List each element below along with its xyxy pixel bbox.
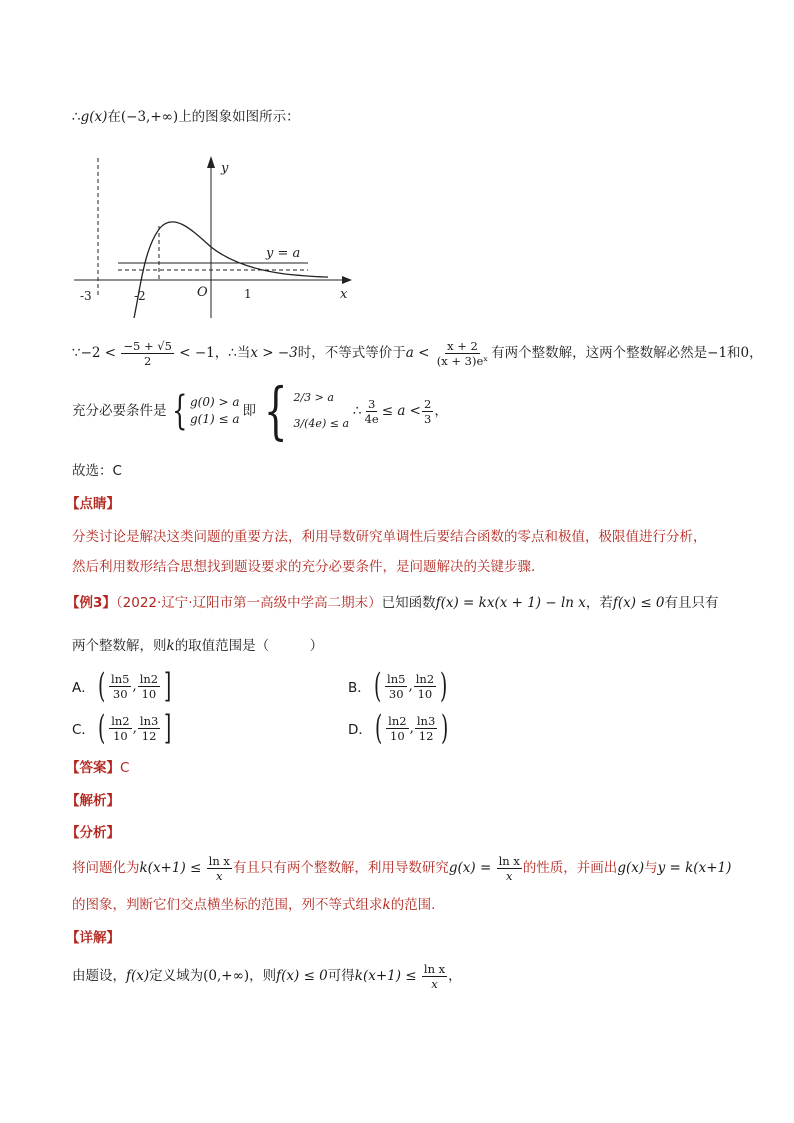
answer-value: C [120,760,130,776]
frac-num: ln2 [388,713,407,728]
right-bracket: ] [164,666,172,706]
frac-num: ln5 [387,671,406,686]
text-two-int: 两个整数解，则 [72,638,167,654]
example-label: 【例3】 [66,595,116,611]
origin-label: O [197,285,208,300]
frac-den: x [216,868,223,883]
therefore-text: ，∴当 [214,345,251,361]
y-axis-label: y [221,161,229,176]
inequality-line [72,336,763,370]
example-line-1 [66,593,719,613]
fenxi-line-1 [72,850,731,886]
option-letter: D． [348,722,372,738]
sys-row-3: 2/3 > a [293,391,334,404]
comma: , [409,720,414,736]
func-g: g(x) [80,109,108,125]
frac-den: 10 [141,686,157,701]
math-3: f(x) ≤ 0 [276,968,328,984]
text-c: 的性质，并画出 [522,860,618,876]
sys-row-4: 3/(4e) ≤ a [293,417,350,430]
math-4: y = k(x+1) [657,860,732,876]
option-letter: A． [72,680,95,696]
frac-den: 10 [113,728,128,743]
lhs: −2 < [80,345,117,361]
text-equivalent: 时，不等式等价于 [297,345,406,361]
option-frac-1 [109,672,131,701]
math-2: (0,+∞) [203,968,250,984]
frac2-den: (x + 3)eˣ [436,353,489,368]
comma: ， [448,968,462,984]
text-condition: 充分必要条件是 [72,403,167,419]
y-axis-arrow [207,156,215,168]
comma: , [408,678,413,694]
frac-den: 12 [141,728,157,743]
answer-label: 【答案】 [66,760,120,776]
comma: ， [434,403,448,419]
frac-num: ln x [423,961,446,976]
frac-num: −5 + √5 [123,338,172,353]
option-frac-2 [138,714,160,743]
right-bracket: ) [440,666,448,706]
condition: x > −3 [250,345,298,361]
text-a: 将问题化为 [72,860,140,876]
brace-icon: { [171,388,187,434]
text-b: 定义域为 [149,968,204,984]
fenxi-label: 【分析】 [66,825,120,841]
answer-line [66,758,129,778]
example-source: （2022·辽宁·辽阳市第一高级中学高二期末） [115,595,382,611]
comma: ， [749,345,763,361]
frac-num: ln2 [111,713,130,728]
text-b: 的范围. [390,897,436,913]
condition: f(x) ≤ 0 [612,595,665,611]
left-bracket: ( [374,708,383,748]
option-b[interactable] [348,666,450,706]
option-a[interactable] [72,666,174,706]
curve-label-y-equals-a: y = a [266,246,301,261]
fraction-root [121,339,174,368]
frac-num: ln5 [111,671,130,686]
text-and: 和 [727,345,741,361]
frac-den: 10 [417,686,433,701]
text-b: 有且只有两个整数解，利用导数研究 [232,860,449,876]
text-given: 已知函数 [381,595,436,611]
dianjing-label: 【点睛】 [66,496,120,512]
text-suffix: 上的图象如图所示： [178,109,300,125]
xiangjie-label: 【详解】 [66,930,120,946]
option-frac-1 [386,714,408,743]
frac-g [497,854,522,883]
text-d: 与 [644,860,658,876]
frac-num: ln x [498,853,520,868]
frac-num: ln2 [415,671,435,686]
option-frac-2 [415,714,437,743]
comma: , [132,678,137,694]
frac-num: 3 [368,396,376,411]
option-letter: B． [348,680,371,696]
option-c[interactable] [72,708,175,748]
int-0: 0 [740,345,750,361]
left-bracket: ( [373,666,382,706]
frac-den: 10 [390,728,405,743]
frac-lnx-x [207,854,232,883]
therefore-symbol: ∴ [353,403,362,419]
frac2-num: x + 2 [447,338,478,353]
sys-row-1: g(0) > a [189,395,240,409]
graph-intro-line [72,107,300,127]
frac-num: ln x [208,853,230,868]
text-a: 的图象，判断它们交点横坐标的范围，列不等式组求 [72,897,383,913]
right-bracket: ) [441,708,449,748]
a-less-than: a < [405,345,430,361]
dianjing-text-2: 然后利用数形结合思想找到题设要求的充分必要条件，是问题解决的关键步骤. [72,559,536,575]
because-symbol: ∵ [72,345,81,361]
math-1: f(x) [126,968,150,984]
function-graph [70,150,370,330]
text-in: 在 [107,109,121,125]
var-k: k [382,897,391,913]
option-frac-2 [414,672,436,701]
frac-num: ln3 [139,713,159,728]
option-frac-1 [109,714,131,743]
system-1 [167,388,240,434]
tick-label-minus-2: -2 [134,289,146,303]
interval: (−3,+∞) [120,109,179,125]
x-axis-label: x [340,287,348,302]
fraction-2-3 [422,397,433,426]
brace-icon: { [263,374,288,447]
frac-num: ln2 [139,671,159,686]
text-a: 由题设， [72,968,126,984]
text-if: ，若 [585,595,613,611]
frac-den: 30 [112,686,128,701]
frac-den: 12 [418,728,434,743]
frac-den: 3 [424,411,432,426]
option-frac-2 [138,672,160,701]
frac-den: 4e [364,411,379,426]
text-two-solutions: 有两个整数解，这两个整数解必然是 [491,345,708,361]
option-d[interactable] [348,708,452,748]
x-axis-arrow [342,276,352,284]
example-line-2 [72,636,323,656]
text-ji: 即 [242,403,256,419]
system-2 [256,374,350,447]
frac-den: x [505,868,513,883]
var-k: k [166,638,175,654]
frac-lnx-x [422,962,447,991]
detail-line [72,958,462,994]
func-f: f(x) = kx(x + 1) − ln x [435,595,586,611]
option-frac-1 [385,672,407,701]
math-1: k(x+1) ≤ [139,860,202,876]
int-minus-1: −1 [707,345,728,361]
frac-num: 2 [424,396,432,411]
jiexi-label: 【解析】 [66,793,120,809]
fraction-x [435,339,490,368]
tick-label-1: 1 [244,287,252,301]
comma: , [132,720,137,736]
fenxi-line-2 [72,895,435,915]
math-2: g(x) = [448,860,492,876]
text-d: 可得 [327,968,355,984]
frac-den: 30 [388,686,404,701]
math-3: g(x) [617,860,645,876]
tick-label-minus-3: -3 [80,289,92,303]
fraction-3-4e [363,397,381,426]
left-bracket: ( [97,708,106,748]
option-letter: C． [72,722,95,738]
therefore-symbol: ∴ [72,109,81,125]
frac-den: x [431,976,438,991]
text-range: 的取值范围是（ ） [174,638,324,654]
mid-ineq: ≤ a < [381,403,421,419]
rhs: < −1 [179,345,215,361]
frac-den: 2 [144,353,152,368]
dianjing-text-1: 分类讨论是解决这类问题的重要方法，利用导数研究单调性后要结合函数的零点和极值，极限值进行分析， [72,529,707,545]
text-c: ，则 [249,968,277,984]
condition-line [72,376,448,446]
left-bracket: ( [97,666,106,706]
frac-num: ln3 [416,713,436,728]
sys-row-2: g(1) ≤ a [189,412,240,426]
math-4: k(x+1) ≤ [354,968,417,984]
text-only: 有且只有 [664,595,719,611]
right-bracket: ] [164,708,172,748]
answer-choice-line: 故选：C [72,463,122,479]
